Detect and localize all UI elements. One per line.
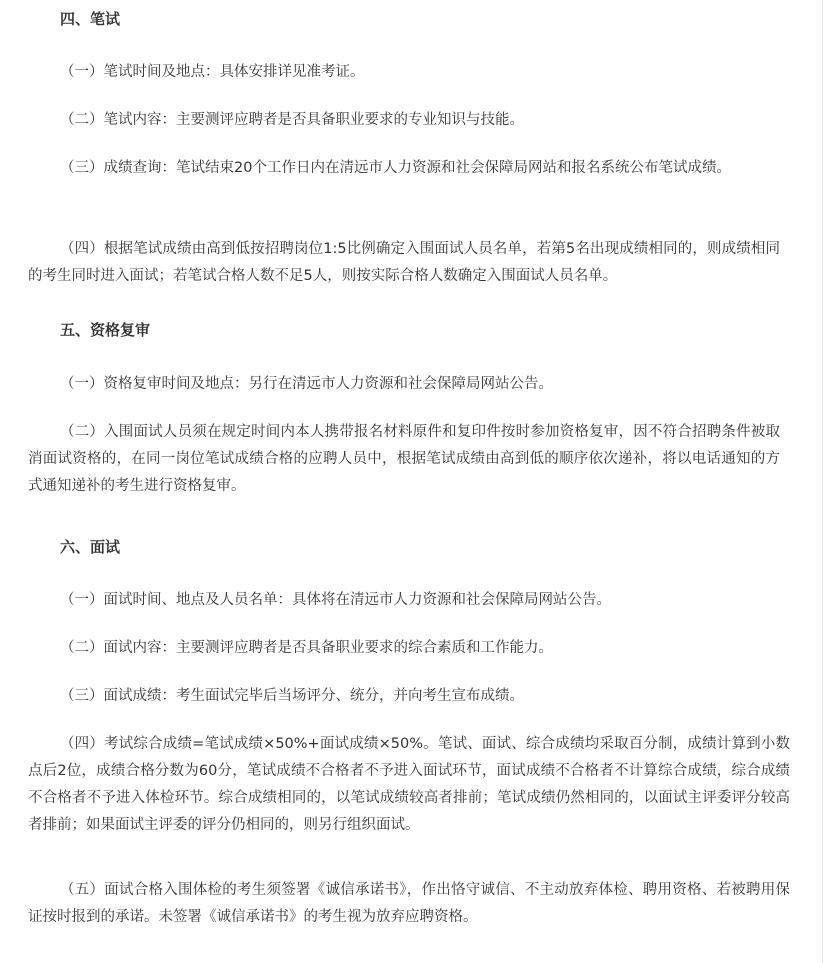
paragraph: （一）笔试时间及地点：具体安排详见准考证。	[60, 64, 365, 80]
page-border-line	[822, 0, 823, 963]
section-heading-qualification-review: 五、资格复审	[60, 321, 151, 339]
paragraph: （四）根据笔试成绩由高到低按招聘岗位1:5比例确定入围面试人员名单，若第5名出现成绩相同的，则成绩相同的考生同时进入面试；若笔试合格人数不足5人，则按实际合格人数确定入围面试人员名单。	[28, 241, 780, 284]
paragraph: （四）考试综合成绩=笔试成绩×50%+面试成绩×50%。笔试、面试、综合成绩均采取百分制，成绩计算到小数点后2位，成绩合格分数为60分，笔试成绩不合格者不予进入面试环节，面试成绩不合格者不计算综合成绩，综合成绩不合格者不予进入体检环节。综合成绩相同的，以笔试成绩较高者排前；笔试成绩仍然相同的，以面试主评委评分较高者排前；如果面试主评委的评分仍相同的，则另行组织面试。	[28, 736, 790, 833]
paragraph: （二）入围面试人员须在规定时间内本人携带报名材料原件和复印件按时参加资格复审，因不符合招聘条件被取消面试资格的，在同一岗位笔试成绩合格的应聘人员中，根据笔试成绩由高到低的顺序依次递补，将以电话通知的方式通知递补的考生进行资格复审。	[28, 424, 780, 494]
section-heading-interview: 六、面试	[60, 538, 121, 556]
section-heading-written-exam: 四、笔试	[60, 10, 121, 28]
paragraph: （一）资格复审时间及地点：另行在清远市人力资源和社会保障局网站公告。	[60, 376, 553, 392]
paragraph: （三）成绩查询：笔试结束20个工作日内在清远市人力资源和社会保障局网站和报名系统公布笔试成绩。	[60, 160, 731, 176]
paragraph: （一）面试时间、地点及人员名单：具体将在清远市人力资源和社会保障局网站公告。	[60, 592, 611, 608]
paragraph: （二）面试内容：主要测评应聘者是否具备职业要求的综合素质和工作能力。	[60, 640, 553, 656]
paragraph: （五）面试合格入围体检的考生须签署《诚信承诺书》，作出恪守诚信、不主动放弃体检、聘用资格、若被聘用保证按时报到的承诺。未签署《诚信承诺书》的考生视为放弃应聘资格。	[28, 882, 790, 925]
paragraph: （二）笔试内容：主要测评应聘者是否具备职业要求的专业知识与技能。	[60, 112, 524, 128]
paragraph: （三）面试成绩：考生面试完毕后当场评分、统分，并向考生宣布成绩。	[60, 688, 524, 704]
